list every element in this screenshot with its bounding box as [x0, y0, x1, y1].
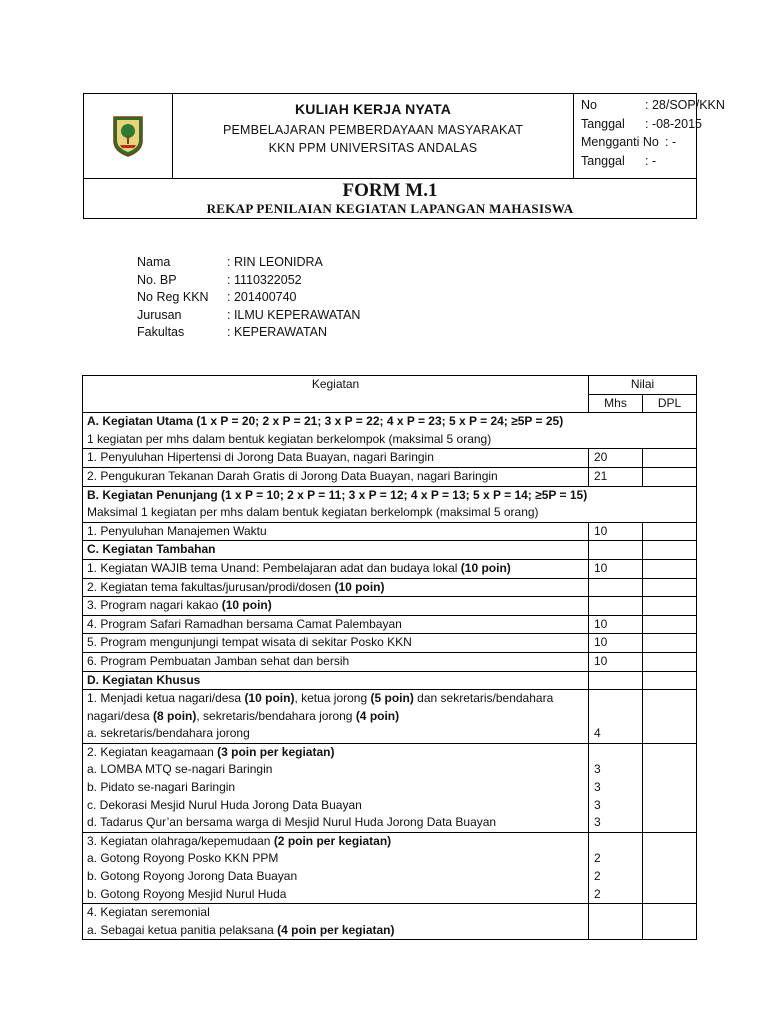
kegiatan-line: 6. Program Pembuatan Jamban sehat dan bersih: [87, 653, 350, 668]
kegiatan-line: 2. Pengukuran Tekanan Darah Gratis di Jorong Data Buayan, nagari Baringin: [87, 468, 498, 483]
table-row: [83, 743, 697, 832]
info-label: Nama: [137, 255, 171, 269]
points-note: (10 poin): [460, 560, 511, 575]
dpl-score-cell: [643, 578, 697, 597]
table-body: [83, 413, 697, 940]
info-value: : 201400740: [227, 290, 297, 304]
kegiatan-line: [87, 708, 584, 726]
mhs-score-cell: [589, 541, 643, 560]
kegiatan-line: [87, 922, 584, 940]
section-heading: B. Kegiatan Penunjang (1 x P = 10; 2 x P = 11; 3 x P = 12; 4 x P = 13; 5 x P = 14; ≥5P = 15): [87, 487, 588, 502]
table-row: [83, 615, 697, 634]
kegiatan-text: 2. Kegiatan tema fakultas/jurusan/prodi/dosen: [87, 579, 335, 594]
table-row: [83, 832, 697, 903]
mhs-score: [594, 922, 638, 940]
points-note: (8 poin): [153, 708, 197, 723]
kegiatan-cell: [83, 904, 589, 940]
section-row: [83, 541, 697, 560]
info-row: [137, 272, 360, 290]
mhs-score: [594, 579, 638, 597]
table-header-row: [83, 376, 697, 395]
section-row: [83, 486, 697, 522]
info-value: : RIN LEONIDRA: [227, 255, 323, 269]
mhs-score: [594, 904, 638, 922]
dpl-score-cell: [643, 449, 697, 468]
kegiatan-cell: [83, 467, 589, 486]
document-header: [83, 93, 725, 219]
kegiatan-line: b. Gotong Royong Mesjid Nurul Huda: [87, 886, 287, 901]
kegiatan-line: [87, 560, 584, 578]
mhs-score: 2: [594, 851, 601, 866]
mhs-score: 10: [594, 653, 608, 668]
mhs-score-cell: [589, 615, 643, 634]
section-heading: A. Kegiatan Utama (1 x P = 20; 2 x P = 21; 3 x P = 22; 4 x P = 23; 5 x P = 24; ≥5P = 25): [87, 414, 564, 429]
mhs-score-cell: [589, 597, 643, 616]
dpl-score-cell: [643, 559, 697, 578]
kegiatan-line: 4. Kegiatan seremonial: [87, 905, 210, 920]
mhs-score-cell: [589, 904, 643, 940]
kegiatan-text: 1. Kegiatan WAJIB tema Unand: Pembelajaran adat dan budaya lokal: [87, 560, 461, 575]
student-info: [137, 254, 360, 342]
table-row: [83, 690, 697, 744]
points-note: (10 poin): [221, 598, 272, 613]
info-label: No Reg KKN: [137, 290, 209, 304]
meta-row: [581, 96, 725, 115]
meta-row: [581, 152, 696, 171]
header-subtitle-2: KKN PPM UNIVERSITAS ANDALAS: [268, 141, 478, 155]
points-note: (10 poin): [334, 579, 385, 594]
kegiatan-text: 1. Menjadi ketua nagari/desa: [87, 691, 245, 706]
points-note: (4 poin per kegiatan): [277, 922, 395, 937]
kegiatan-cell: [83, 578, 589, 597]
table-row: [83, 522, 697, 541]
kegiatan-text: nagari/desa: [87, 708, 154, 723]
meta-label: Tanggal: [581, 116, 625, 131]
info-row: [137, 307, 360, 325]
mhs-score: [594, 833, 638, 851]
form-title: FORM M.1: [342, 180, 438, 201]
kegiatan-line: a. LOMBA MTQ se-nagari Baringin: [87, 762, 273, 777]
section-heading: C. Kegiatan Tambahan: [87, 542, 216, 557]
meta-value: : 28/SOP/KKN: [645, 98, 725, 112]
meta-value: : -: [665, 135, 677, 149]
kegiatan-cell: [83, 671, 589, 690]
dpl-score-cell: [643, 541, 697, 560]
mhs-score: [594, 690, 638, 708]
kegiatan-line: [87, 672, 584, 690]
kegiatan-line: c. Dekorasi Mesjid Nurul Huda Jorong Data Buayan: [87, 797, 362, 812]
dpl-score-cell: [643, 522, 697, 541]
mhs-score: 10: [594, 523, 608, 538]
mhs-score-cell: [589, 832, 643, 903]
kegiatan-line: [87, 744, 584, 762]
mhs-score-cell: [589, 690, 643, 744]
col-mhs-header: Mhs: [589, 394, 643, 413]
info-row: [137, 324, 360, 342]
dpl-score-cell: [643, 615, 697, 634]
mhs-score: [594, 744, 638, 762]
kegiatan-cell: [83, 559, 589, 578]
kegiatan-line: a. sekretaris/bendahara jorong: [87, 726, 250, 741]
kegiatan-text: , sekretaris/bendahara jorong: [196, 708, 356, 723]
points-note: (2 poin per kegiatan): [273, 833, 392, 848]
kegiatan-text: 3. Program nagari kakao: [87, 598, 222, 613]
meta-value: : -08-2015: [645, 116, 702, 131]
logo-cell: [84, 94, 173, 178]
table-row: [83, 634, 697, 653]
kegiatan-cell: [83, 652, 589, 671]
mhs-score: 3: [594, 780, 601, 795]
kegiatan-line: b. Pidato se-nagari Baringin: [87, 780, 236, 795]
kegiatan-line: 1. Penyuluhan Hipertensi di Jorong Data Buayan, nagari Baringin: [87, 450, 434, 465]
mhs-score: 2: [594, 869, 601, 884]
kegiatan-line: [87, 833, 584, 851]
points-note: (3 poin per kegiatan): [217, 744, 335, 759]
mhs-score-cell: [589, 634, 643, 653]
kegiatan-line: [87, 597, 584, 615]
col-dpl-header: DPL: [643, 394, 697, 413]
kegiatan-cell: [83, 743, 589, 832]
meta-row: [581, 133, 696, 152]
title-cell: [173, 94, 574, 178]
meta-label: Tanggal: [581, 153, 625, 168]
dpl-score-cell: [643, 904, 697, 940]
mhs-score: 4: [594, 726, 601, 741]
kegiatan-cell: [83, 522, 589, 541]
form-title-cell: [84, 178, 696, 218]
mhs-score: 3: [594, 797, 601, 812]
dpl-score-cell: [643, 634, 697, 653]
mhs-score: 20: [594, 450, 608, 465]
kegiatan-line: [87, 487, 692, 505]
col-nilai-header: Nilai: [589, 376, 697, 395]
col-kegiatan-header: Kegiatan: [83, 376, 589, 413]
info-row: [137, 254, 360, 272]
mhs-score: [594, 672, 638, 690]
mhs-score-cell: [589, 743, 643, 832]
section-heading: D. Kegiatan Khusus: [87, 672, 201, 687]
kegiatan-cell: [83, 690, 589, 744]
kegiatan-cell: [83, 615, 589, 634]
mhs-score: 3: [594, 815, 601, 830]
info-value: : ILMU KEPERAWATAN: [227, 307, 361, 322]
meta-label: No: [581, 98, 597, 112]
info-label: Jurusan: [137, 307, 182, 322]
kegiatan-text: , ketua jorong: [294, 691, 371, 706]
points-note: (5 poin): [370, 691, 414, 706]
mhs-score: [594, 541, 638, 559]
mhs-score-cell: [589, 559, 643, 578]
kegiatan-text: 2. Kegiatan keagamaan: [87, 744, 218, 759]
mhs-score: [594, 708, 638, 726]
mhs-score: 10: [594, 616, 608, 631]
mhs-score-cell: [589, 671, 643, 690]
mhs-score-cell: [589, 522, 643, 541]
kegiatan-line: [87, 690, 584, 708]
kegiatan-line: 1. Penyuluhan Manajemen Waktu: [87, 523, 267, 538]
kegiatan-text: 3. Kegiatan olahraga/kepemudaan: [87, 833, 274, 848]
points-note: (4 poin): [355, 708, 400, 723]
info-value: : 1110322052: [227, 272, 302, 287]
section-row: [83, 413, 697, 449]
kegiatan-line: 5. Program mengunjungi tempat wisata di sekitar Posko KKN: [87, 635, 412, 650]
mhs-score: [594, 597, 638, 615]
header-title: KULIAH KERJA NYATA: [294, 101, 452, 117]
kegiatan-line: Maksimal 1 kegiatan per mhs dalam bentuk kegiatan berkelompk (maksimal 5 orang): [87, 505, 539, 520]
kegiatan-line: 1 kegiatan per mhs dalam bentuk kegiatan berkelompok (maksimal 5 orang): [87, 431, 492, 446]
mhs-score-cell: [589, 449, 643, 468]
dpl-score-cell: [643, 671, 697, 690]
info-value: : KEPERAWATAN: [227, 325, 328, 339]
info-row: [137, 289, 360, 307]
mhs-score: 10: [594, 635, 608, 650]
kegiatan-line: [87, 541, 584, 559]
kegiatan-text: dan sekretaris/bendahara: [413, 691, 554, 706]
dpl-score-cell: [643, 652, 697, 671]
meta-value: : -: [645, 153, 657, 168]
kegiatan-cell: [83, 541, 589, 560]
form-subtitle: REKAP PENILAIAN KEGIATAN LAPANGAN MAHASISWA: [206, 201, 574, 216]
kegiatan-cell: [83, 413, 697, 449]
info-label: No. BP: [137, 272, 177, 287]
header-subtitle: PEMBELAJARAN PEMBERDAYAAN MASYARAKAT: [222, 123, 524, 137]
kegiatan-line: a. Gotong Royong Posko KKN PPM: [87, 851, 279, 866]
kegiatan-cell: [83, 597, 589, 616]
kegiatan-cell: [83, 486, 697, 522]
table-row: [83, 597, 697, 616]
table-row: [83, 467, 697, 486]
mhs-score: 10: [594, 560, 608, 575]
document-meta: [574, 94, 725, 178]
kegiatan-cell: [83, 634, 589, 653]
dpl-score-cell: [643, 832, 697, 903]
mhs-score: 3: [594, 762, 601, 777]
mhs-score: 2: [594, 886, 601, 901]
info-label: Fakultas: [137, 325, 185, 339]
table-row: [83, 652, 697, 671]
mhs-score: 21: [594, 468, 608, 483]
points-note: (10 poin): [244, 691, 295, 706]
meta-row: [581, 115, 702, 134]
section-row: [83, 671, 697, 690]
kegiatan-line: 4. Program Safari Ramadhan bersama Camat Palembayan: [87, 616, 402, 631]
mhs-score-cell: [589, 652, 643, 671]
university-logo-icon: [111, 115, 145, 157]
mhs-score-cell: [589, 467, 643, 486]
dpl-score-cell: [643, 467, 697, 486]
kegiatan-cell: [83, 832, 589, 903]
table-row: [83, 449, 697, 468]
meta-label: Mengganti No: [581, 135, 659, 149]
kegiatan-line: d. Tadarus Qur’an bersama warga di Mesjid Nurul Huda Jorong Data Buayan: [87, 815, 497, 830]
dpl-score-cell: [643, 597, 697, 616]
dpl-score-cell: [643, 690, 697, 744]
kegiatan-line: [87, 413, 692, 431]
table-row: [83, 904, 697, 940]
kegiatan-line: b. Gotong Royong Jorong Data Buayan: [87, 869, 298, 884]
kegiatan-text: a. Sebagai ketua panitia pelaksana: [87, 922, 278, 937]
mhs-score-cell: [589, 578, 643, 597]
table-row: [83, 559, 697, 578]
dpl-score-cell: [643, 743, 697, 832]
kegiatan-cell: [83, 449, 589, 468]
table-row: [83, 578, 697, 597]
kegiatan-line: [87, 579, 584, 597]
rekap-table: [82, 375, 697, 940]
